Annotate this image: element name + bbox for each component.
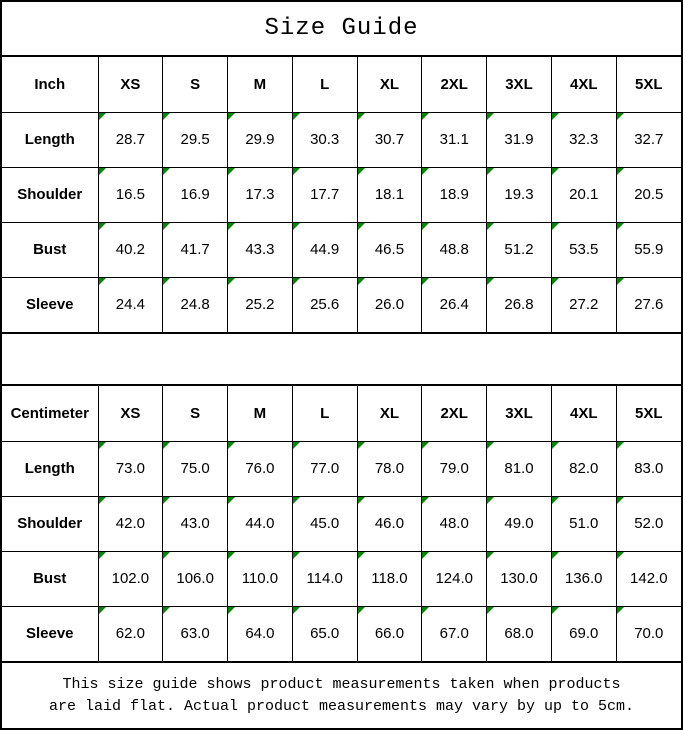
cell-value: 24.4 — [115, 296, 145, 314]
flag-triangle-icon — [487, 552, 494, 559]
flag-triangle-icon — [99, 113, 106, 120]
row-label-cell: Sleeve — [2, 606, 98, 661]
flag-triangle-icon — [422, 168, 429, 175]
value-cell — [551, 551, 616, 606]
cell-value: 27.6 — [634, 296, 664, 314]
cell-value: 16.5 — [115, 186, 145, 203]
value-cell — [487, 277, 552, 332]
value-cell — [551, 441, 616, 496]
value-cell — [228, 441, 293, 496]
measurement-row — [2, 167, 681, 222]
flag-triangle-icon — [422, 552, 429, 559]
size-header-cell: 2XL — [422, 386, 487, 441]
value-cell — [616, 112, 681, 167]
size-guide-footnote — [2, 661, 681, 728]
cell-value: 118.0 — [371, 570, 408, 587]
size-header-cell: 5XL — [616, 386, 681, 441]
flag-triangle-icon — [293, 223, 300, 230]
value-cell — [551, 167, 616, 222]
flag-triangle-icon — [552, 113, 559, 120]
cell-value: 70.0 — [634, 625, 664, 643]
flag-triangle-icon — [422, 113, 429, 120]
value-cell — [163, 222, 228, 277]
value-cell — [292, 112, 357, 167]
measurement-row — [2, 551, 681, 606]
value-cell — [163, 277, 228, 332]
flag-triangle-icon — [552, 442, 559, 449]
cell-value: 77.0 — [310, 460, 340, 477]
value-cell — [163, 112, 228, 167]
value-cell — [422, 441, 487, 496]
cell-value: 62.0 — [115, 625, 145, 643]
value-cell — [616, 441, 681, 496]
size-header-cell: 4XL — [551, 57, 616, 112]
cell-value: 78.0 — [374, 460, 405, 477]
value-cell — [163, 606, 228, 661]
size-header-cell: 3XL — [487, 386, 552, 441]
flag-triangle-icon — [228, 552, 235, 559]
flag-triangle-icon — [293, 497, 300, 504]
flag-triangle-icon — [293, 278, 300, 285]
row-label-cell: Bust — [2, 222, 98, 277]
cell-value: 75.0 — [180, 460, 210, 477]
flag-triangle-icon — [617, 168, 624, 175]
flag-triangle-icon — [422, 607, 429, 614]
cell-value: 83.0 — [634, 460, 664, 477]
cell-value: 18.1 — [374, 186, 405, 203]
flag-triangle-icon — [617, 113, 624, 120]
cell-value: 31.9 — [504, 131, 534, 148]
value-cell — [357, 277, 422, 332]
value-cell — [292, 496, 357, 551]
cell-value: 42.0 — [115, 515, 145, 532]
cell-value: 55.9 — [634, 241, 664, 258]
value-cell — [422, 496, 487, 551]
flag-triangle-icon — [99, 552, 106, 559]
flag-triangle-icon — [617, 552, 624, 559]
cell-value: 43.3 — [245, 241, 275, 258]
value-cell — [228, 606, 293, 661]
cell-value: 40.2 — [115, 241, 145, 258]
flag-triangle-icon — [163, 113, 170, 120]
size-header-row — [2, 57, 681, 112]
value-cell — [98, 441, 163, 496]
flag-triangle-icon — [358, 278, 365, 285]
cell-value: 52.0 — [634, 515, 664, 532]
row-label-cell: Shoulder — [2, 167, 98, 222]
value-cell — [98, 277, 163, 332]
flag-triangle-icon — [552, 497, 559, 504]
cell-value: 136.0 — [564, 570, 603, 587]
cell-value: 79.0 — [439, 460, 469, 477]
cell-value: 69.0 — [569, 625, 599, 643]
cell-value: 30.3 — [310, 131, 340, 148]
flag-triangle-icon — [552, 552, 559, 559]
flag-triangle-icon — [358, 223, 365, 230]
cell-value: 48.8 — [439, 241, 469, 258]
flag-triangle-icon — [293, 113, 300, 120]
cell-value: 82.0 — [569, 460, 599, 477]
cell-value: 66.0 — [374, 625, 405, 643]
flag-triangle-icon — [293, 607, 300, 614]
unit-header-cell: Inch — [2, 57, 98, 112]
flag-triangle-icon — [99, 278, 106, 285]
size-header-row — [2, 386, 681, 441]
cell-value: 48.0 — [439, 515, 469, 532]
cell-value: 51.0 — [569, 515, 599, 532]
size-header-cell: L — [292, 386, 357, 441]
cell-value: 25.2 — [245, 296, 275, 314]
cell-value: 28.7 — [115, 131, 145, 148]
cell-value: 18.9 — [439, 186, 469, 203]
value-cell — [487, 167, 552, 222]
cell-value: 73.0 — [115, 460, 145, 477]
measurement-row — [2, 441, 681, 496]
value-cell — [357, 167, 422, 222]
cell-value: 29.9 — [245, 131, 275, 148]
flag-triangle-icon — [163, 223, 170, 230]
cell-value: 44.0 — [245, 515, 275, 532]
centimeter-size-table — [2, 386, 681, 661]
cell-value: 19.3 — [504, 186, 534, 203]
flag-triangle-icon — [358, 497, 365, 504]
flag-triangle-icon — [228, 497, 235, 504]
cell-value: 49.0 — [504, 515, 534, 532]
flag-triangle-icon — [163, 552, 170, 559]
value-cell — [487, 606, 552, 661]
value-cell — [487, 112, 552, 167]
cell-value: 63.0 — [180, 625, 210, 643]
measurement-row — [2, 277, 681, 332]
flag-triangle-icon — [99, 607, 106, 614]
size-header-cell: 4XL — [551, 386, 616, 441]
flag-triangle-icon — [358, 168, 365, 175]
value-cell — [422, 112, 487, 167]
measurement-row — [2, 112, 681, 167]
size-header-cell: M — [228, 386, 293, 441]
inch-size-table — [2, 57, 681, 332]
value-cell — [98, 551, 163, 606]
cell-value: 17.3 — [245, 186, 275, 203]
flag-triangle-icon — [487, 497, 494, 504]
measurement-row — [2, 496, 681, 551]
flag-triangle-icon — [358, 442, 365, 449]
cell-value: 81.0 — [504, 460, 534, 477]
flag-triangle-icon — [617, 442, 624, 449]
value-cell — [422, 606, 487, 661]
flag-triangle-icon — [228, 223, 235, 230]
flag-triangle-icon — [487, 442, 494, 449]
value-cell — [487, 551, 552, 606]
value-cell — [357, 112, 422, 167]
value-cell — [487, 222, 552, 277]
flag-triangle-icon — [552, 607, 559, 614]
cell-value: 114.0 — [306, 570, 343, 587]
value-cell — [98, 606, 163, 661]
value-cell — [163, 551, 228, 606]
cell-value: 142.0 — [630, 570, 668, 587]
value-cell — [98, 167, 163, 222]
value-cell — [228, 112, 293, 167]
table-spacer — [2, 332, 681, 386]
size-header-cell: XS — [98, 57, 163, 112]
value-cell — [292, 277, 357, 332]
cell-value: 76.0 — [245, 460, 275, 477]
flag-triangle-icon — [163, 607, 170, 614]
row-label-cell: Length — [2, 112, 98, 167]
cell-value: 106.0 — [176, 570, 214, 587]
flag-triangle-icon — [422, 223, 429, 230]
flag-triangle-icon — [422, 278, 429, 285]
flag-triangle-icon — [163, 442, 170, 449]
flag-triangle-icon — [617, 223, 624, 230]
cell-value: 26.0 — [374, 296, 405, 314]
cell-value: 110.0 — [241, 570, 279, 587]
cell-value: 26.4 — [439, 296, 469, 314]
value-cell — [292, 222, 357, 277]
value-cell — [357, 441, 422, 496]
value-cell — [163, 167, 228, 222]
size-header-cell: XL — [357, 57, 422, 112]
cell-value: 31.1 — [439, 131, 469, 148]
size-header-cell: M — [228, 57, 293, 112]
value-cell — [616, 167, 681, 222]
cell-value: 124.0 — [435, 570, 473, 587]
flag-triangle-icon — [293, 168, 300, 175]
unit-header-cell: Centimeter — [2, 386, 98, 441]
row-label-cell: Sleeve — [2, 277, 98, 332]
size-guide-title: Size Guide — [2, 2, 681, 57]
size-header-cell: S — [163, 386, 228, 441]
cell-value: 102.0 — [111, 570, 150, 587]
flag-triangle-icon — [99, 442, 106, 449]
size-header-cell: S — [163, 57, 228, 112]
value-cell — [616, 551, 681, 606]
flag-triangle-icon — [552, 278, 559, 285]
value-cell — [292, 167, 357, 222]
cell-value: 26.8 — [504, 296, 534, 314]
flag-triangle-icon — [487, 223, 494, 230]
value-cell — [228, 496, 293, 551]
cell-value: 53.5 — [569, 241, 599, 258]
flag-triangle-icon — [163, 497, 170, 504]
value-cell — [357, 606, 422, 661]
flag-triangle-icon — [422, 497, 429, 504]
cell-value: 41.7 — [180, 241, 210, 258]
flag-triangle-icon — [228, 278, 235, 285]
value-cell — [551, 496, 616, 551]
cell-value: 44.9 — [310, 241, 340, 258]
cell-value: 17.7 — [310, 186, 340, 203]
cell-value: 67.0 — [439, 625, 469, 643]
cell-value: 64.0 — [245, 625, 275, 643]
value-cell — [228, 167, 293, 222]
value-cell — [422, 167, 487, 222]
value-cell — [228, 551, 293, 606]
flag-triangle-icon — [99, 223, 106, 230]
value-cell — [487, 496, 552, 551]
size-header-cell: XS — [98, 386, 163, 441]
cell-value: 130.0 — [500, 570, 538, 587]
cell-value: 68.0 — [504, 625, 534, 643]
flag-triangle-icon — [228, 607, 235, 614]
value-cell — [422, 277, 487, 332]
flag-triangle-icon — [163, 168, 170, 175]
value-cell — [551, 277, 616, 332]
flag-triangle-icon — [422, 442, 429, 449]
flag-triangle-icon — [487, 278, 494, 285]
cell-value: 27.2 — [569, 296, 599, 314]
flag-triangle-icon — [99, 497, 106, 504]
flag-triangle-icon — [487, 607, 494, 614]
value-cell — [292, 606, 357, 661]
value-cell — [616, 222, 681, 277]
flag-triangle-icon — [487, 113, 494, 120]
cell-value: 32.7 — [634, 131, 664, 148]
cell-value: 32.3 — [569, 131, 599, 148]
cell-value: 46.0 — [374, 515, 405, 532]
flag-triangle-icon — [358, 113, 365, 120]
size-header-cell: 2XL — [422, 57, 487, 112]
flag-triangle-icon — [99, 168, 106, 175]
value-cell — [616, 496, 681, 551]
flag-triangle-icon — [617, 497, 624, 504]
cell-value: 16.9 — [180, 186, 210, 203]
flag-triangle-icon — [358, 607, 365, 614]
value-cell — [422, 222, 487, 277]
size-header-cell: 5XL — [616, 57, 681, 112]
flag-triangle-icon — [293, 442, 300, 449]
value-cell — [357, 496, 422, 551]
size-header-cell: L — [292, 57, 357, 112]
value-cell — [551, 606, 616, 661]
value-cell — [98, 112, 163, 167]
cell-value: 43.0 — [180, 515, 210, 532]
flag-triangle-icon — [163, 278, 170, 285]
value-cell — [616, 277, 681, 332]
flag-triangle-icon — [552, 223, 559, 230]
flag-triangle-icon — [617, 278, 624, 285]
value-cell — [228, 222, 293, 277]
value-cell — [357, 222, 422, 277]
value-cell — [292, 551, 357, 606]
value-cell — [292, 441, 357, 496]
measurement-row — [2, 222, 681, 277]
cell-value: 46.5 — [374, 241, 405, 258]
cell-value: 30.7 — [374, 131, 405, 148]
cell-value: 20.5 — [634, 186, 664, 203]
cell-value: 51.2 — [504, 241, 534, 258]
value-cell — [551, 222, 616, 277]
value-cell — [357, 551, 422, 606]
flag-triangle-icon — [487, 168, 494, 175]
flag-triangle-icon — [228, 168, 235, 175]
cell-value: 65.0 — [310, 625, 340, 643]
size-header-cell: XL — [357, 386, 422, 441]
size-header-cell: 3XL — [487, 57, 552, 112]
value-cell — [163, 441, 228, 496]
value-cell — [98, 496, 163, 551]
footnote-line: This size guide shows product measurements taken when products — [62, 675, 621, 693]
value-cell — [551, 112, 616, 167]
row-label-cell: Shoulder — [2, 496, 98, 551]
cell-value: 45.0 — [310, 515, 340, 532]
footnote-line: are laid flat. Actual product measurements may vary by up to 5cm. — [48, 697, 635, 715]
flag-triangle-icon — [228, 442, 235, 449]
measurement-row — [2, 606, 681, 661]
flag-triangle-icon — [228, 113, 235, 120]
cell-value: 20.1 — [569, 186, 599, 203]
cell-value: 24.8 — [180, 296, 210, 314]
value-cell — [98, 222, 163, 277]
cell-value: 29.5 — [180, 131, 210, 148]
value-cell — [616, 606, 681, 661]
flag-triangle-icon — [617, 607, 624, 614]
value-cell — [228, 277, 293, 332]
row-label-cell: Length — [2, 441, 98, 496]
flag-triangle-icon — [552, 168, 559, 175]
flag-triangle-icon — [293, 552, 300, 559]
value-cell — [487, 441, 552, 496]
cell-value: 25.6 — [310, 296, 340, 314]
flag-triangle-icon — [358, 552, 365, 559]
value-cell — [422, 551, 487, 606]
row-label-cell: Bust — [2, 551, 98, 606]
value-cell — [163, 496, 228, 551]
